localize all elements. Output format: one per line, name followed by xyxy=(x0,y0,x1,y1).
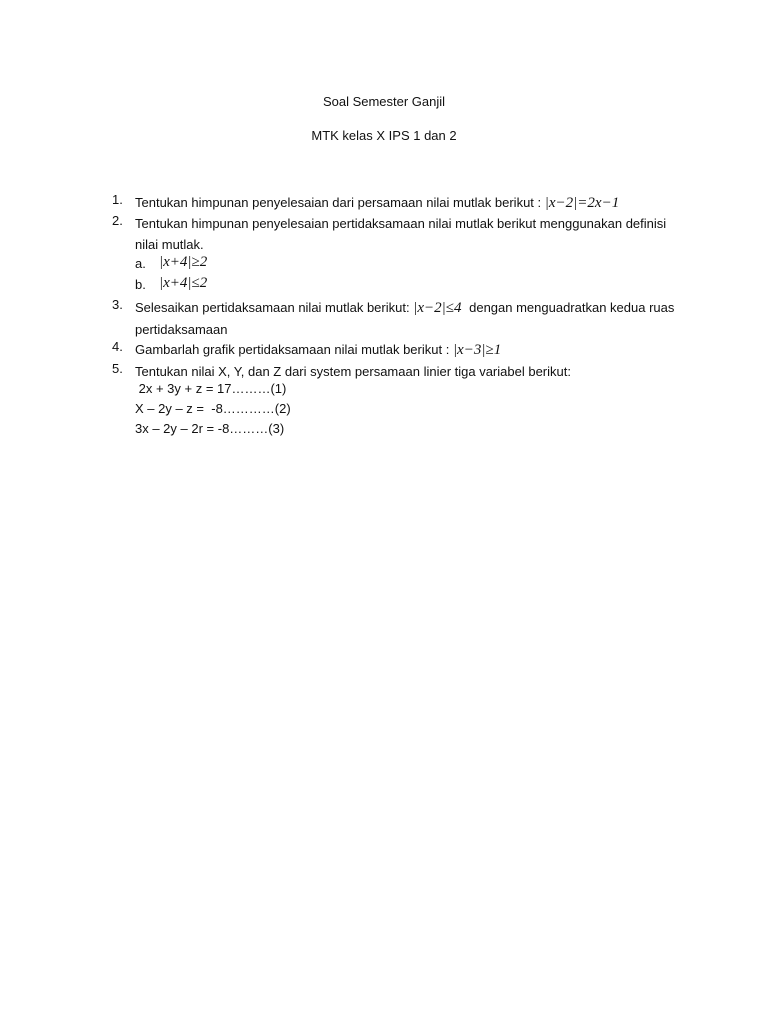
math-expression: |x+4|≥2 xyxy=(159,254,208,270)
question-text: Tentukan nilai X, Y, dan Z dari system persamaan linier tiga variabel berikut: xyxy=(135,364,571,379)
math-expression: |x−2|≤4 xyxy=(413,300,462,316)
equation-2: X – 2y – z = -8…………(2) xyxy=(135,401,291,416)
question-text: Selesaikan pertidaksamaan nilai mutlak berikut: xyxy=(135,300,410,315)
question-text: Tentukan himpunan penyelesaian dari persamaan nilai mutlak berikut : xyxy=(135,195,542,210)
sub-item-letter: b. xyxy=(135,277,146,292)
question-text-after: dengan menguadratkan kedua ruas xyxy=(469,300,675,315)
math-expression: |x−2|=2x−1 xyxy=(544,195,620,211)
sub-item-letter: a. xyxy=(135,256,146,271)
question-text-line1: Tentukan himpunan penyelesaian pertidaksamaan nilai mutlak berikut menggunakan definisi xyxy=(135,216,667,231)
question-text-line2: nilai mutlak. xyxy=(135,237,204,252)
document-subtitle: MTK kelas X IPS 1 dan 2 xyxy=(311,128,457,143)
question-text-line2: pertidaksamaan xyxy=(135,322,228,337)
math-expression: |x+4|≤2 xyxy=(159,275,208,291)
document-title: Soal Semester Ganjil xyxy=(322,94,446,109)
question-text: Gambarlah grafik pertidaksamaan nilai mutlak berikut : xyxy=(135,342,450,357)
equation-1: 2x + 3y + z = 17………(1) xyxy=(135,381,287,396)
question-number: 2. xyxy=(112,213,123,228)
question-number: 1. xyxy=(112,192,123,207)
question-number: 4. xyxy=(112,339,123,354)
equation-3: 3x – 2y – 2r = -8………(3) xyxy=(135,421,285,436)
question-number: 5. xyxy=(112,361,123,376)
question-number: 3. xyxy=(112,297,123,312)
math-expression: |x−3|≥1 xyxy=(452,342,502,358)
